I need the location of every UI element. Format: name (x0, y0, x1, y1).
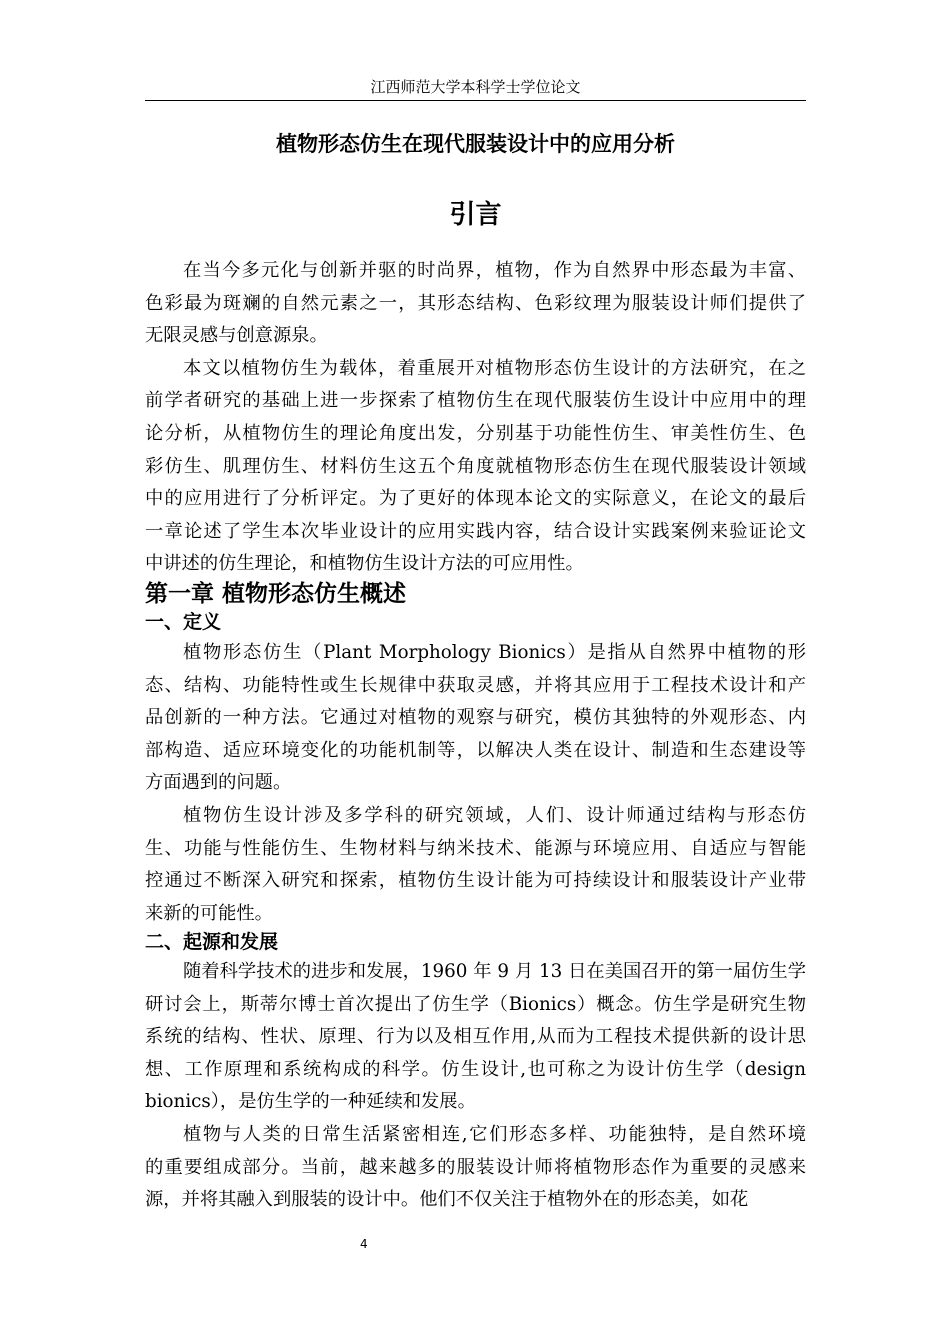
paragraph (145, 800, 806, 930)
header-rule (145, 100, 806, 101)
intro-heading: 引言 (449, 200, 502, 230)
chapter-heading: 第一章 植物形态仿生概述 (145, 581, 407, 607)
text-line: 中的应用进行了分析评定。为了更好的体现本论文的实际意义，在论文的最后 (145, 488, 806, 510)
text-line: 想、工作原理和系统构成的科学。仿生设计,也可称之为设计仿生学（design (145, 1058, 806, 1080)
text-line: bionics），是仿生学的一种延续和发展。 (145, 1091, 476, 1113)
paragraph (145, 1119, 806, 1217)
text-line: 方面遇到的问题。 (145, 772, 292, 794)
text-line: 生、功能与性能仿生、生物材料与纳米技术、能源与环境应用、自适应与智能 (145, 837, 806, 859)
thesis-title: 植物形态仿生在现代服装设计中的应用分析 (276, 132, 675, 156)
text-line: 研讨会上，斯蒂尔博士首次提出了仿生学（Bionics）概念。仿生学是研究生物 (145, 993, 806, 1015)
text-line: 来新的可能性。 (145, 902, 273, 924)
text-line: 植物与人类的日常生活紧密相连,它们形态多样、功能独特，是自然环境 (183, 1123, 806, 1145)
text-line: 植物仿生设计涉及多学科的研究领域，人们、设计师通过结构与形态仿 (183, 804, 806, 826)
paragraph (145, 255, 806, 353)
text-line: 论分析，从植物仿生的理论角度出发，分别基于功能性仿生、审美性仿生、色 (145, 422, 806, 444)
intro-body (145, 255, 806, 581)
section-heading-definition: 一、定义 (145, 611, 222, 633)
paragraph (145, 956, 806, 1119)
text-line: 植物形态仿生（Plant Morphology Bionics）是指从自然界中植物的形 (183, 642, 806, 663)
text-line: 一章论述了学生本次毕业设计的应用实践内容，结合设计实践案例来验证论文 (145, 520, 806, 542)
text-line: 品创新的一种方法。它通过对植物的观察与研究，模仿其独特的外观形态、内 (145, 707, 806, 729)
text-line: 随着科学技术的进步和发展，1960 年 9 月 13 日在美国召开的第一届仿生学 (183, 961, 806, 982)
origin-body (145, 956, 806, 1217)
paragraph (145, 637, 806, 800)
text-line: 无限灵感与创意源泉。 (145, 325, 328, 347)
text-line: 态、结构、功能特性或生长规律中获取灵感，并将其应用于工程技术设计和产 (145, 674, 806, 696)
text-line: 前学者研究的基础上进一步探索了植物仿生在现代服装仿生设计中应用中的理 (145, 390, 806, 412)
paragraph (145, 353, 806, 581)
text-line: 本文以植物仿生为载体，着重展开对植物形态仿生设计的方法研究，在之 (183, 357, 806, 379)
text-line: 彩仿生、肌理仿生、材料仿生这五个角度就植物形态仿生在现代服装设计领域 (145, 455, 806, 477)
page-number: 4 (360, 1237, 368, 1251)
section-heading-origin: 二、起源和发展 (145, 931, 279, 953)
text-line: 控通过不断深入研究和探索，植物仿生设计能为可持续设计和服装设计产业带 (145, 870, 806, 892)
text-line: 系统的结构、性状、原理、行为以及相互作用,从而为工程技术提供新的设计思 (145, 1026, 806, 1048)
text-line: 源，并将其融入到服装的设计中。他们不仅关注于植物外在的形态美，如花 (145, 1189, 749, 1211)
text-line: 的重要组成部分。当前，越来越多的服装设计师将植物形态作为重要的灵感来 (145, 1156, 806, 1178)
text-line: 部构造、适应环境变化的功能机制等，以解决人类在设计、制造和生态建设等 (145, 739, 806, 761)
text-line: 在当今多元化与创新并驱的时尚界，植物，作为自然界中形态最为丰富、 (183, 260, 806, 281)
text-line: 中讲述的仿生理论，和植物仿生设计方法的可应用性。 (145, 553, 584, 575)
text-line: 色彩最为斑斓的自然元素之一，其形态结构、色彩纹理为服装设计师们提供了 (145, 292, 806, 314)
definition-body (145, 637, 806, 930)
running-header: 江西师范大学本科学士学位论文 (370, 78, 581, 96)
